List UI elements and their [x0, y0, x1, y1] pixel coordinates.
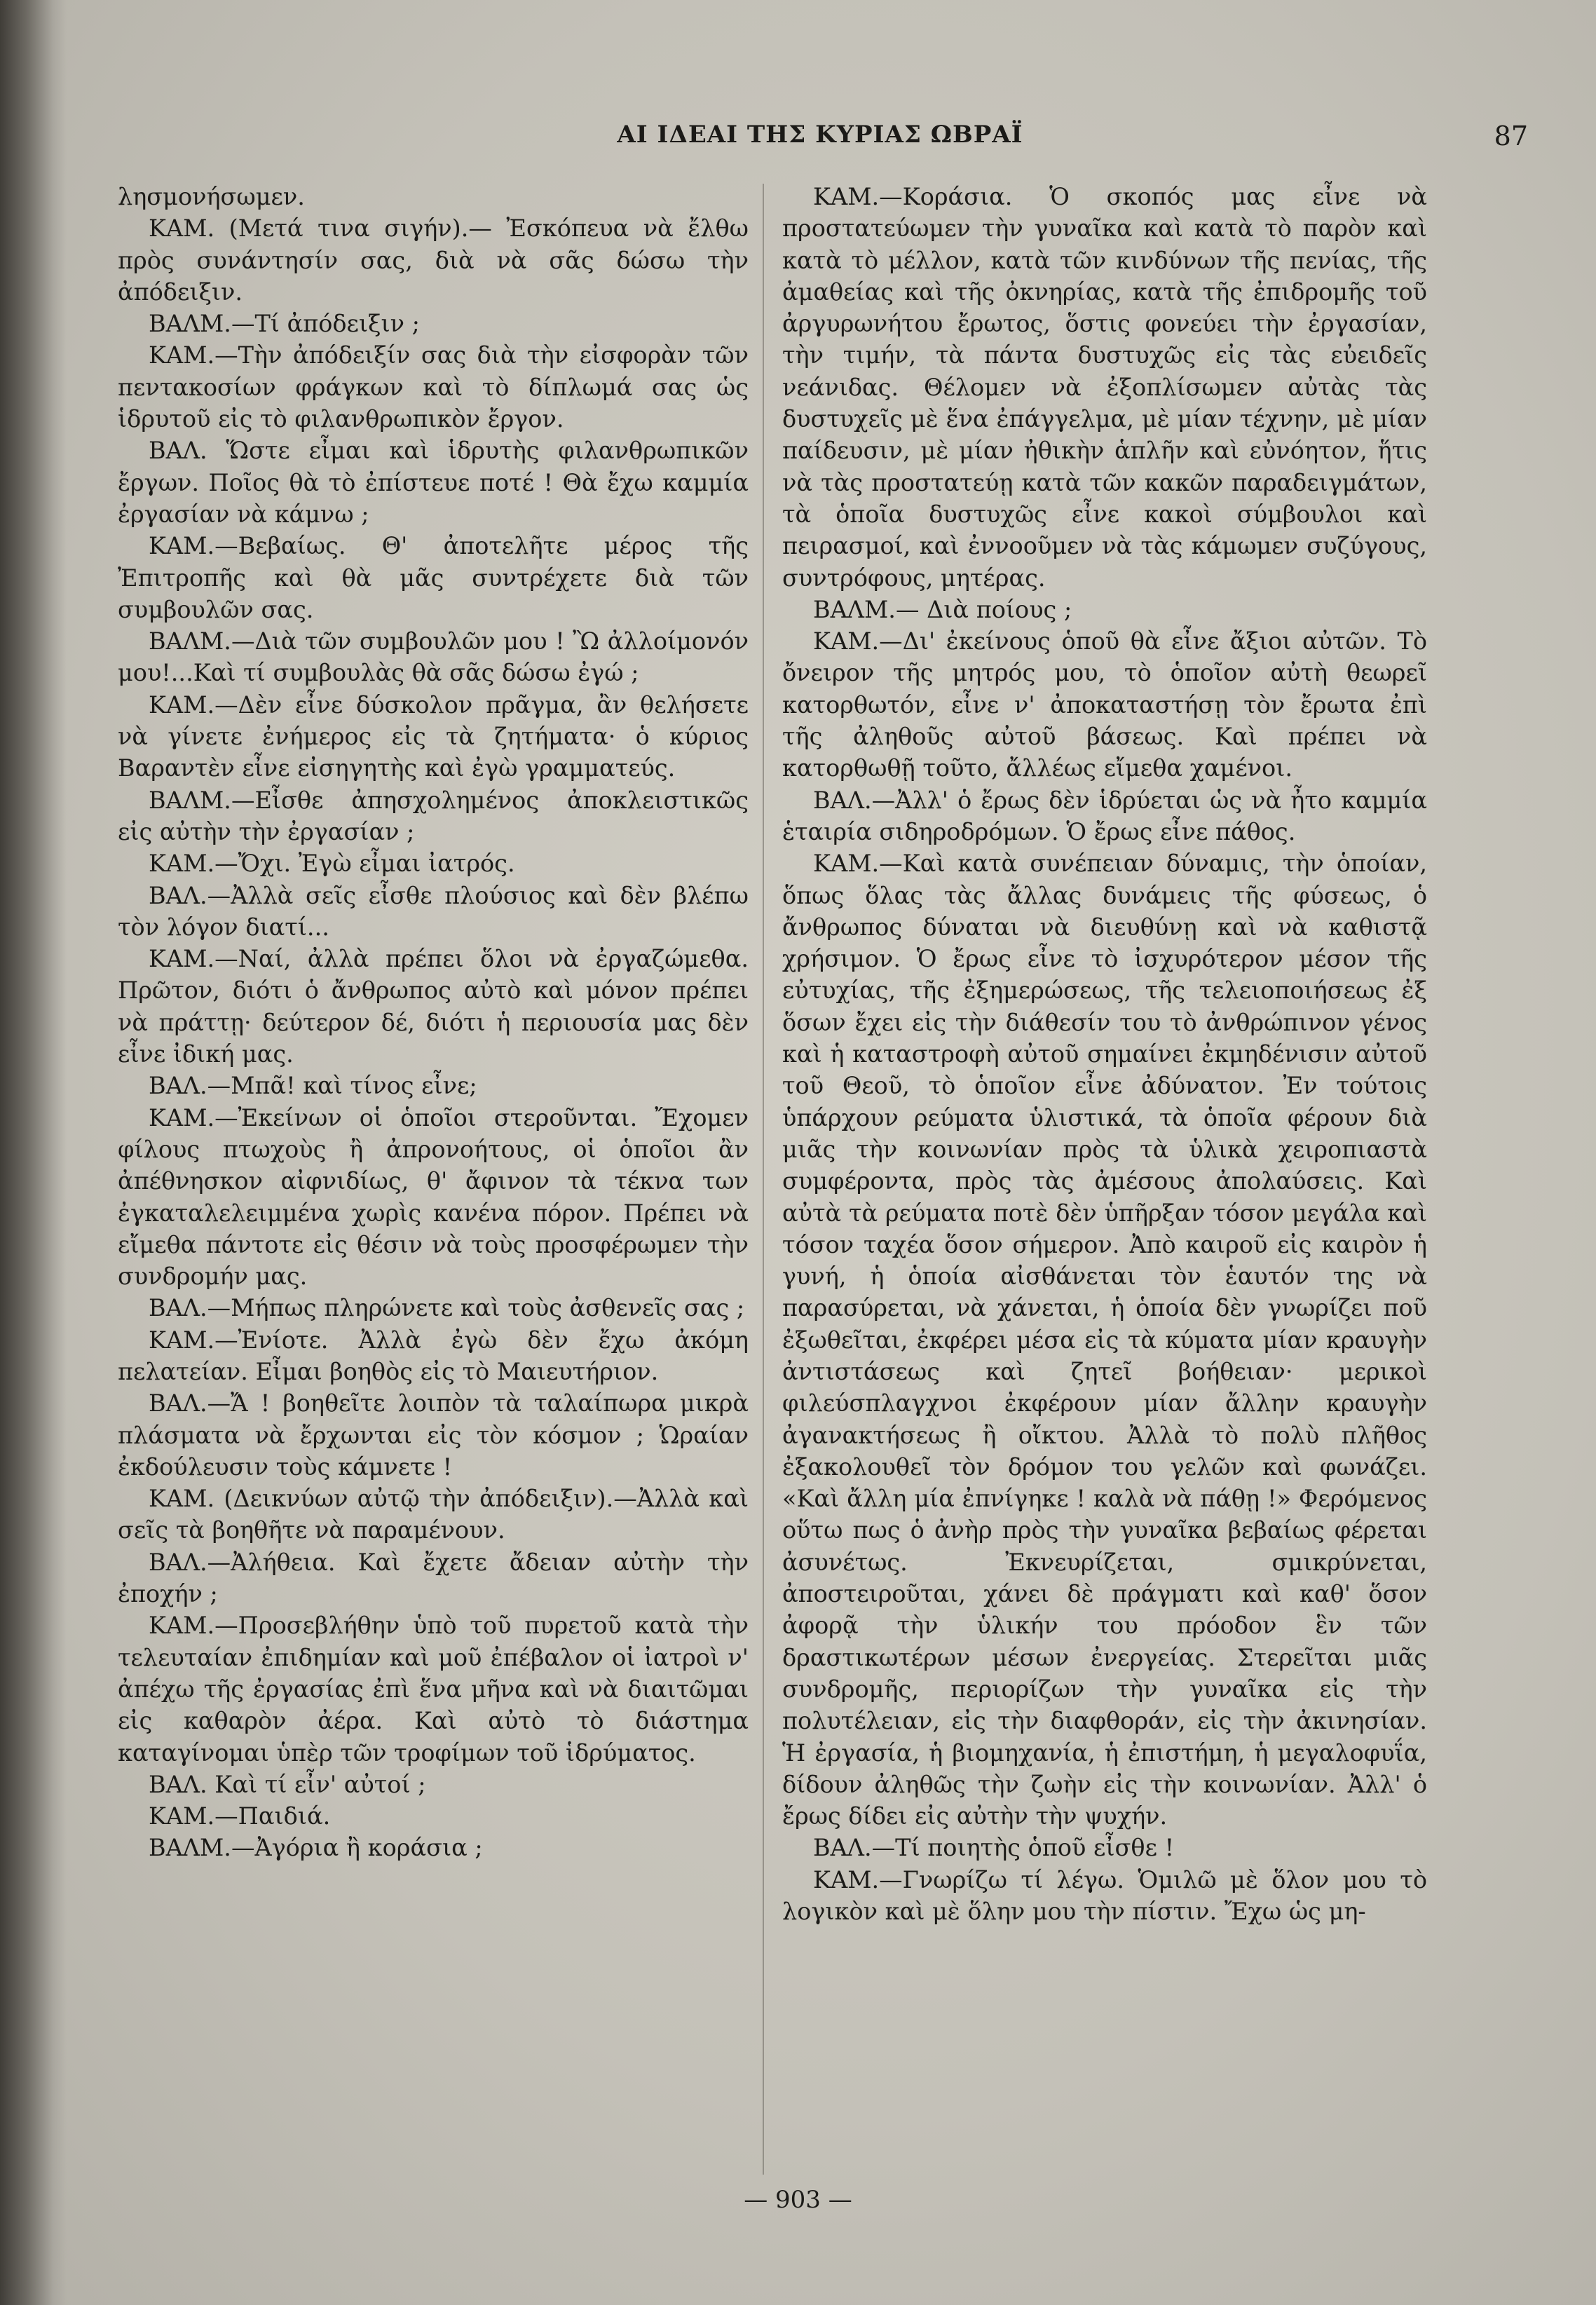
- paragraph: ΒΑΛ.—Ἀλήθεια. Καὶ ἔχετε ἄδειαν αὐτὴν τὴν ἐποχήν ;: [118, 1548, 749, 1608]
- paragraph: ΒΑΛΜ.— Διὰ ποίους ;: [813, 595, 1072, 623]
- paragraph: ΚΑΜ.—Κοράσια. Ὁ σκοπός μας εἶνε νὰ προστατεύωμεν τὴν γυναῖκα καὶ κατὰ τὸ παρὸν καὶ κατὰ τὸ μέλλον, κατὰ τῶν κινδύνων τῆς πενίας, τῆς ἀμαθείας καὶ τῆς ὀκνηρίας, κατὰ τῆς ἐπιδρομῆς τοῦ ἀργυρωνήτου ἔρωτος, ὅστις φονεύει τὴν ἐργασίαν, τὴν τιμήν, τὰ πάντα δυστυχῶς εἰς τὰς εὐειδεῖς νεάνιδας. Θέλομεν νὰ ἐξοπλίσωμεν αὐτὰς τὰς δυστυχεῖς μὲ ἕνα ἐπάγγελμα, μὲ μίαν τέχνην, μὲ μίαν παίδευσιν, μὲ μίαν ἠθικὴν ἁπλῆν καὶ εὐνόητον, ἥτις νὰ τὰς προστατεύῃ κατὰ τῶν κακῶν παραδειγμάτων, τὰ ὁποῖα δυστυχῶς εἶνε κακοὶ σύμβουλοι καὶ πειρασμοί, καὶ ἐννοοῦμεν νὰ τὰς κάμωμεν συζύγους, συντρόφους, μητέρας.: [782, 183, 1427, 592]
- page-header: [112, 121, 1528, 163]
- paragraph: ΚΑΜ.—Δι' ἐκείνους ὁποῦ θὰ εἶνε ἄξιοι αὐτῶν. Τὸ ὄνειρον τῆς μητρός μου, τὸ ὁποῖον αὐτὴ θεωρεῖ κατορθωτόν, εἶνε ν' ἀποκαταστήσῃ τὸν ἔρωτα ἐπὶ τῆς ἀληθοῦς αὐτοῦ βάσεως. Καὶ πρέπει νὰ κατορθωθῇ τοῦτο, ἄλλέως εἴμεθα χαμένοι.: [782, 627, 1427, 782]
- paragraph: ΒΑΛ.—Ἄ ! βοηθεῖτε λοιπὸν τὰ ταλαίπωρα μικρὰ πλάσματα νὰ ἔρχωνται εἰς τὸν κόσμον ; Ὡραίαν ἐκδούλευσιν τοὺς κάμνετε !: [118, 1389, 749, 1481]
- paragraph: ΒΑΛ.—Τί ποιητὴς ὁποῦ εἶσθε !: [813, 1834, 1175, 1862]
- paragraph: ΚΑΜ.—Παιδιά.: [149, 1802, 331, 1830]
- paragraph: ΚΑΜ.—Καὶ κατὰ συνέπειαν δύναμις, τὴν ὁποίαν, ὅπως ὅλας τὰς ἄλλας δυνάμεις τῆς φύσεως, ὁ ἄνθρωπος δύναται νὰ διευθύνῃ καὶ νὰ καθιστᾷ χρήσιμον. Ὁ ἔρως εἶνε τὸ ἰσχυρότερον μέσον τῆς εὐτυχίας, τῆς ἐξημερώσεως, τῆς τελειοποιήσεως ἐξ ὅσων ἔχει εἰς τὴν διάθεσίν του τὸ ἀνθρώπινον γένος καὶ ἡ καταστροφὴ αὐτοῦ σημαίνει ἐκμηδένισιν αὐτοῦ τοῦ Θεοῦ, τὸ ὁποῖον εἶνε ἀδύνατον. Ἐν τούτοις ὑπάρχουν ρεύματα ὑλιστικά, τὰ ὁποῖα φέρουν διὰ μιᾶς τὴν κοινωνίαν πρὸς τὰ ὑλικὰ χειροπιαστὰ συμφέροντα, πρὸς τὰς ἀμέσους ἀπολαύσεις. Καὶ αὐτὰ τὰ ρεύματα ποτὲ δὲν ὑπῆρξαν τόσον μεγάλα καὶ τόσον ταχέα ὅσον σήμερον. Ἀπὸ καιροῦ εἰς καιρὸν ἡ γυνή, ἡ ὁποία αἰσθάνεται τὸν ἑαυτόν της νὰ παρασύρεται, νὰ χάνεται, ἡ ὁποία δὲν γνωρίζει ποῦ ἐξωθεῖται, ἐκφέρει μέσα εἰς τὰ κύματα μίαν κραυγὴν ἀντιστάσεως καὶ ζητεῖ βοήθειαν· μερικοὶ φιλεύσπλαγχνοι ἐκφέρουν μίαν ἄλλην κραυγὴν ἀγανακτήσεως ἢ οἴκτου. Ἀλλὰ τὸ πολὺ πλῆθος ἐξακολουθεῖ τὸν δρόμον του γελῶν καὶ φωνάζει. «Καὶ ἄλλη μία ἐπνίγηκε ! καλὰ νὰ πάθῃ !» Φερόμενος οὕτω πως ὁ ἀνὴρ πρὸς τὴν γυναῖκα βεβαίως φέρεται ἀσυνέτως. Ἐκνευρίζεται, σμικρύνεται, ἀποστειροῦται, χάνει δὲ πράγματι καὶ καθ' ὅσον ἀφορᾷ τὴν ὑλικήν του πρόοδον ἓν τῶν δραστικωτέρων μέσων ἐνεργείας. Στερεῖται μιᾶς συνδρομῆς, περιορίζων τὴν γυναῖκα εἰς τὴν πολυτέλειαν, εἰς τὴν διαφθοράν, εἰς τὴν ἀκινησίαν. Ἡ ἐργασία, ἡ βιομηχανία, ἡ ἐπιστήμη, ἡ μεγαλοφυΐα, δίδουν ἀληθῶς τὴν ζωὴν εἰς τὴν κοινωνίαν. Ἀλλ' ὁ ἔρως δίδει εἰς αὐτὴν τὴν ψυχήν.: [782, 850, 1427, 1830]
- paragraph: ΚΑΜ.—Ὄχι. Ἐγὼ εἶμαι ἰατρός.: [149, 850, 515, 878]
- folio-number: — 903 —: [744, 2186, 852, 2214]
- paragraph: ΒΑΛ.—Ἀλλὰ σεῖς εἶσθε πλούσιος καὶ δὲν βλέπω τὸν λόγον διατί...: [118, 881, 749, 941]
- left-column: [118, 181, 749, 2144]
- column-divider: [763, 184, 764, 2175]
- paragraph: ΒΑΛΜ.—Διὰ τῶν συμβουλῶν μου ! Ὢ ἀλλοίμονόν μου!...Καὶ τί συμβουλὰς θὰ σᾶς δώσω ἐγώ ;: [118, 627, 749, 687]
- paragraph: ΒΑΛΜ.—Εἶσθε ἀπησχολημένος ἀποκλειστικῶς εἰς αὐτὴν τὴν ἐργασίαν ;: [118, 786, 749, 845]
- paragraph: λησμονήσωμεν.: [118, 183, 305, 210]
- paragraph: ΚΑΜ.—Βεβαίως. Θ' ἀποτελῆτε μέρος τῆς Ἐπιτροπῆς καὶ θὰ μᾶς συντρέχετε διὰ τῶν συμβουλῶν σας.: [118, 532, 749, 623]
- paragraph: ΚΑΜ. (Μετά τινα σιγήν).— Ἐσκόπευα νὰ ἔλθω πρὸς συνάντησίν σας, διὰ νὰ σᾶς δώσω τὴν ἀπόδειξιν.: [118, 215, 749, 306]
- paragraph: ΒΑΛ.—Ἀλλ' ὁ ἔρως δὲν ἱδρύεται ὡς νὰ ἦτο καμμία ἑταιρία σιδηροδρόμων. Ὁ ἔρως εἶνε πάθος.: [782, 786, 1427, 845]
- paragraph: ΚΑΜ.—Τὴν ἀπόδειξίν σας διὰ τὴν εἰσφορὰν τῶν πεντακοσίων φράγκων καὶ τὸ δίπλωμά σας ὡς ἱδρυτοῦ εἰς τὸ φιλανθρωπικὸν ἔργον.: [118, 341, 749, 433]
- paragraph: ΒΑΛΜ.—Ἀγόρια ἢ κοράσια ;: [149, 1834, 483, 1862]
- paragraph: ΚΑΜ.—Προσεβλήθην ὑπὸ τοῦ πυρετοῦ κατὰ τὴν τελευταίαν ἐπιδημίαν καὶ μοῦ ἐπέβαλον οἱ ἰατροὶ ν' ἀπέχω τῆς ἐργασίας ἐπὶ ἕνα μῆνα καὶ νὰ διαιτῶμαι εἰς καθαρὸν ἀέρα. Καὶ αὐτὸ τὸ διάστημα καταγίνομαι ὑπὲρ τῶν τροφίμων τοῦ ἱδρύματος.: [118, 1612, 749, 1767]
- paragraph: ΒΑΛΜ.—Τί ἀπόδειξιν ;: [149, 310, 420, 338]
- paragraph: ΒΑΛ. Ὥστε εἶμαι καὶ ἱδρυτὴς φιλανθρωπικῶν ἔργων. Ποῖος θὰ τὸ ἐπίστευε ποτέ ! Θὰ ἔχω καμμία ἐργασίαν νὰ κάμνω ;: [118, 437, 749, 528]
- paragraph: ΒΑΛ.—Μήπως πληρώνετε καὶ τοὺς ἀσθενεῖς σας ;: [149, 1294, 745, 1322]
- running-title: ΑΙ ΙΔΕΑΙ ΤΗΣ ΚΥΡΙΑΣ ΩΒΡΑΪ: [617, 121, 1023, 149]
- paragraph: ΚΑΜ.—Ἐνίοτε. Ἀλλὰ ἐγὼ δὲν ἔχω ἀκόμη πελατείαν. Εἶμαι βοηθὸς εἰς τὸ Μαιευτήριον.: [118, 1326, 749, 1385]
- paragraph: ΒΑΛ. Καὶ τί εἶν' αὐτοί ;: [149, 1770, 426, 1798]
- paragraph: ΚΑΜ.—Δὲν εἶνε δύσκολον πρᾶγμα, ἂν θελήσετε νὰ γίνετε ἐνήμερος εἰς τὰ ζητήματα· ὁ κύριος Βαραντὲν εἶνε εἰσηγητὴς καὶ ἐγὼ γραμματεύς.: [118, 691, 749, 782]
- right-column: [782, 181, 1427, 2144]
- binding-shadow: [0, 0, 67, 2305]
- paragraph: ΒΑΛ.—Μπᾶ! καὶ τίνος εἶνε;: [149, 1072, 477, 1100]
- page-number: 87: [1494, 121, 1528, 151]
- paragraph: ΚΑΜ.—Ἐκείνων οἱ ὁποῖοι στεροῦνται. Ἔχομεν φίλους πτωχοὺς ἢ ἀπρονοήτους, οἱ ὁποῖοι ἂν ἀπέθνησκον αἰφνιδίως, θ' ἄφινον τὰ τέκνα των ἐγκαταλελειμμένα χωρὶς κανένα πόρον. Πρέπει νὰ εἴμεθα πάντοτε εἰς θέσιν νὰ τοὺς προσφέρωμεν τὴν συνδρομήν μας.: [118, 1103, 749, 1291]
- paragraph: ΚΑΜ.—Γνωρίζω τί λέγω. Ὁμιλῶ μὲ ὅλον μου τὸ λογικὸν καὶ μὲ ὅλην μου τὴν πίστιν. Ἔχω ὡς μη-: [782, 1865, 1427, 1926]
- paragraph: ΚΑΜ.—Ναί, ἀλλὰ πρέπει ὅλοι νὰ ἐργαζώμεθα. Πρῶτον, διότι ὁ ἄνθρωπος αὐτὸ καὶ μόνον πρέπει νὰ πράττῃ· δεύτερον δέ, διότι ἡ περιουσία μας δὲν εἶνε ἰδική μας.: [118, 945, 749, 1068]
- paragraph: ΚΑΜ. (Δεικνύων αὐτῷ τὴν ἀπόδειξιν).—Ἀλλὰ καὶ σεῖς τὰ βοηθῆτε νὰ παραμένουν.: [118, 1485, 749, 1544]
